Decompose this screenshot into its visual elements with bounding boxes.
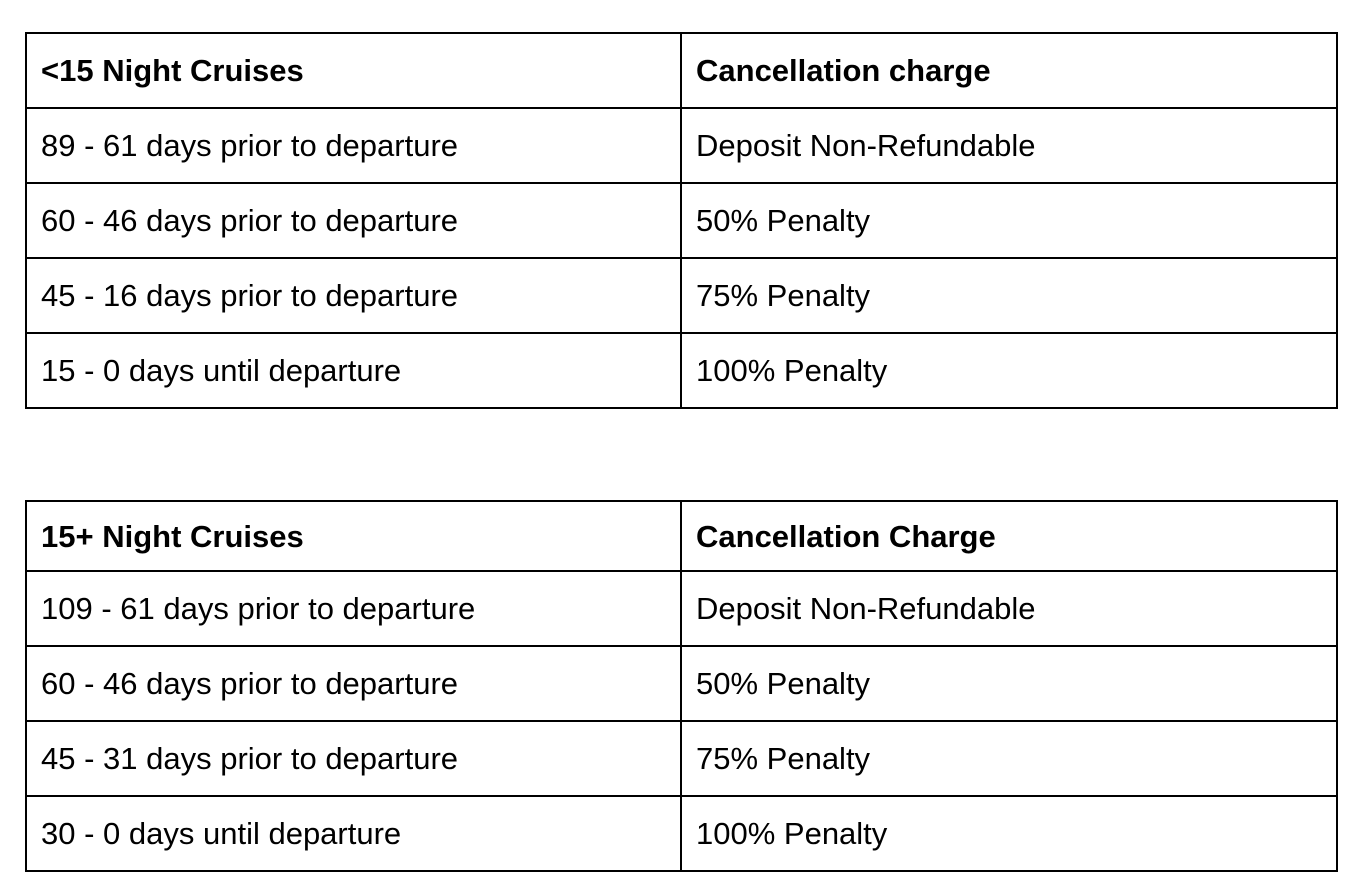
days-prior-cell: 109 - 61 days prior to departure [26, 571, 681, 646]
table-row [26, 258, 1337, 333]
table-header-row [26, 33, 1337, 108]
header-cancellation-charge: Cancellation charge [681, 33, 1337, 108]
table-row [26, 333, 1337, 408]
table-row [26, 721, 1337, 796]
days-prior-cell: 60 - 46 days prior to departure [26, 183, 681, 258]
charge-cell: 50% Penalty [681, 646, 1337, 721]
header-cruise-length: 15+ Night Cruises [26, 501, 681, 571]
charge-cell: Deposit Non-Refundable [681, 108, 1337, 183]
table-row [26, 571, 1337, 646]
charge-cell: 75% Penalty [681, 258, 1337, 333]
days-prior-cell: 89 - 61 days prior to departure [26, 108, 681, 183]
days-prior-cell: 60 - 46 days prior to departure [26, 646, 681, 721]
table-row [26, 108, 1337, 183]
long-cruise-cancellation-table [25, 500, 1338, 872]
table-row [26, 796, 1337, 871]
charge-cell: 75% Penalty [681, 721, 1337, 796]
days-prior-cell: 15 - 0 days until departure [26, 333, 681, 408]
table-row [26, 646, 1337, 721]
table-header-row [26, 501, 1337, 571]
short-cruise-cancellation-table [25, 32, 1338, 409]
charge-cell: Deposit Non-Refundable [681, 571, 1337, 646]
table-row [26, 183, 1337, 258]
charge-cell: 100% Penalty [681, 796, 1337, 871]
days-prior-cell: 45 - 31 days prior to departure [26, 721, 681, 796]
header-cancellation-charge: Cancellation Charge [681, 501, 1337, 571]
charge-cell: 50% Penalty [681, 183, 1337, 258]
charge-cell: 100% Penalty [681, 333, 1337, 408]
days-prior-cell: 45 - 16 days prior to departure [26, 258, 681, 333]
days-prior-cell: 30 - 0 days until departure [26, 796, 681, 871]
header-cruise-length: <15 Night Cruises [26, 33, 681, 108]
